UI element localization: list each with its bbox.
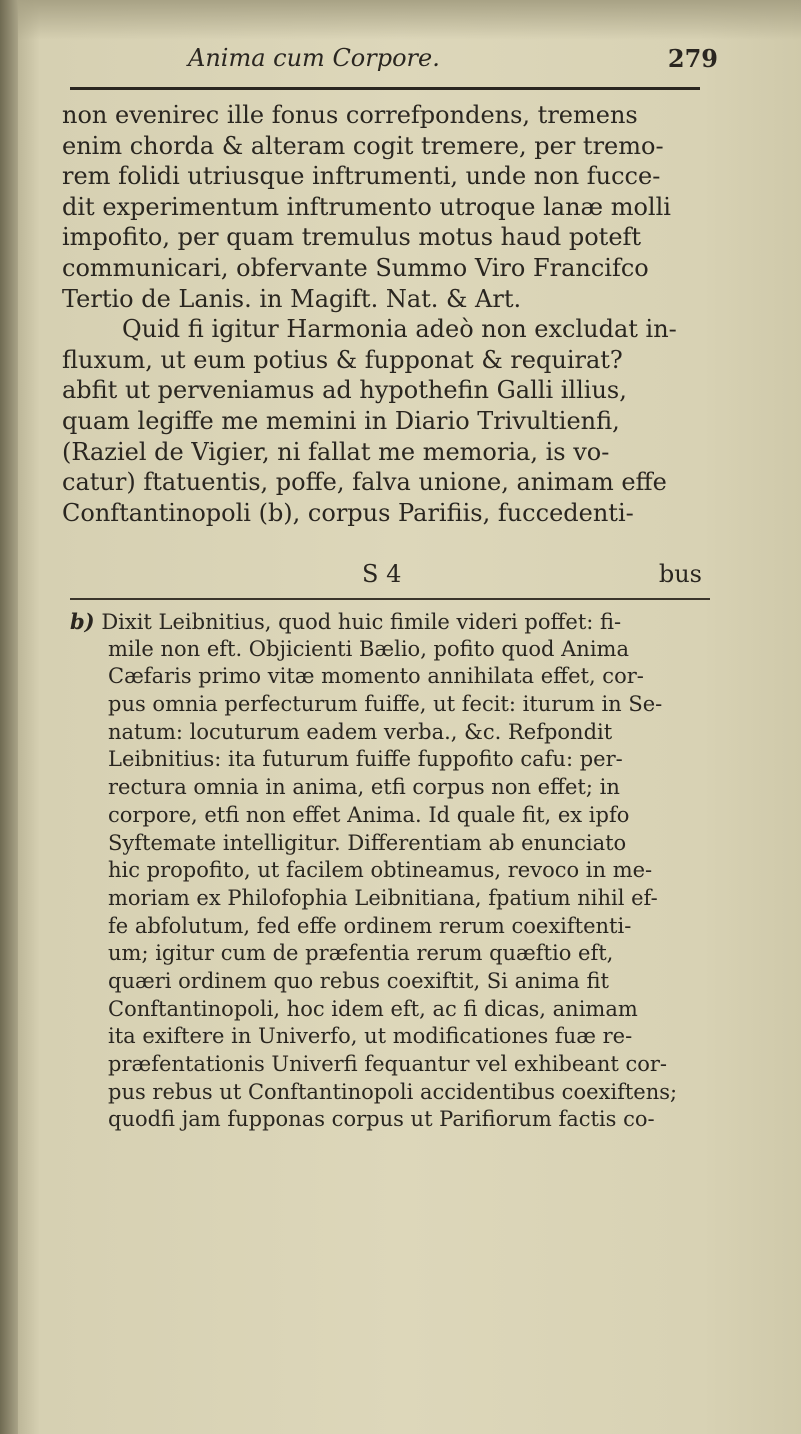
footnote-line: Syftemate intelligitur. Differentiam ab enunciato bbox=[108, 830, 627, 855]
footnote-marker: b) bbox=[70, 609, 95, 634]
footnote-line: pus rebus ut Conftantinopoli accidentibus coexiftens; bbox=[108, 1079, 678, 1104]
text-line: quam legiffe me memini in Diario Trivultienfi, bbox=[62, 406, 620, 435]
footnote-line: natum: locuturum eadem verba., &c. Refpondit bbox=[108, 719, 613, 744]
footnote bbox=[70, 608, 720, 1134]
footnote-line: corpore, etfi non effet Anima. Id quale fit, ex ipfo bbox=[108, 802, 630, 827]
footnote-line: quodfi jam fupponas corpus ut Parifiorum factis co- bbox=[108, 1107, 655, 1132]
text-line: Tertio de Lanis. in Magift. Nat. & Art. bbox=[62, 284, 522, 313]
page-top-shadow bbox=[0, 0, 801, 40]
text-line: rem folidi utriusque inftrumenti, unde non fucce- bbox=[62, 162, 661, 191]
footnote-line: mile non eft. Objicienti Bælio, pofito quod Anima bbox=[108, 636, 629, 661]
main-text bbox=[62, 100, 712, 528]
header-rule bbox=[70, 87, 700, 90]
footnote-line: Cæfaris primo vitæ momento annihilata effet, cor- bbox=[108, 664, 644, 689]
running-title: Anima cum Corpore. bbox=[188, 44, 440, 72]
footnote-line: Conftantinopoli, hoc idem eft, ac fi dicas, animam bbox=[108, 996, 638, 1021]
text-line: Quid fi igitur Harmonia adeò non excludat in- bbox=[122, 315, 677, 344]
running-header bbox=[188, 44, 718, 74]
footnote-line: præfentationis Univerfi fequantur vel exhibeant cor- bbox=[108, 1052, 668, 1076]
text-line: enim chorda & alteram cogit tremere, per tremo- bbox=[62, 131, 664, 160]
text-line: dit experimentum inftrumento utroque lanæ molli bbox=[62, 192, 671, 221]
page-number: 279 bbox=[667, 44, 718, 73]
text-line: Conftantinopoli (b), corpus Parifiis, fuccedenti- bbox=[62, 498, 634, 527]
footnote-line: rectura omnia in anima, etfi corpus non effet; in bbox=[108, 775, 620, 800]
footnote-line: Leibnitius: ita futurum fuiffe fuppofito cafu: per- bbox=[108, 747, 623, 772]
footnote-line: hic propofito, ut facilem obtineamus, revoco in me- bbox=[108, 858, 653, 883]
footnote-line: um; igitur cum de præfentia rerum quæftio eft, bbox=[108, 941, 614, 966]
text-line: communicari, obfervante Summo Viro Francifco bbox=[62, 253, 649, 282]
footnote-line: fe abfolutum, fed effe ordinem rerum coexiftenti- bbox=[108, 913, 632, 938]
text-line: impofito, per quam tremulus motus haud poteft bbox=[62, 223, 642, 252]
footnote-line: Dixit Leibnitius, quod huic fimile videri poffet: fi- bbox=[101, 610, 622, 634]
text-line: (Raziel de Vigier, ni fallat me memoria, is vo- bbox=[62, 437, 610, 466]
page-binding-edge bbox=[0, 0, 18, 1434]
catchword: bus bbox=[658, 560, 702, 588]
signature-mark: S 4 bbox=[362, 560, 402, 588]
signature-line bbox=[62, 560, 712, 590]
footnote-line: quæri ordinem quo rebus coexiftit, Si anima fit bbox=[108, 968, 609, 993]
text-line: fluxum, ut eum potius & fupponat & requirat? bbox=[62, 345, 623, 374]
text-line: catur) ftatuentis, poffe, falva unione, animam effe bbox=[62, 468, 667, 497]
footnote-line: ita exiftere in Univerfo, ut modificationes fuæ re- bbox=[108, 1024, 633, 1049]
text-line: abfit ut perveniamus ad hypothefin Galli illius, bbox=[62, 376, 627, 405]
footnote-line: pus omnia perfecturum fuiffe, ut fecit: iturum in Se- bbox=[108, 692, 663, 717]
text-line: non evenirec ille fonus correfpondens, tremens bbox=[62, 101, 638, 129]
footnote-rule bbox=[70, 598, 710, 600]
footnote-line: moriam ex Philofophia Leibnitiana, fpatium nihil ef- bbox=[108, 885, 658, 910]
